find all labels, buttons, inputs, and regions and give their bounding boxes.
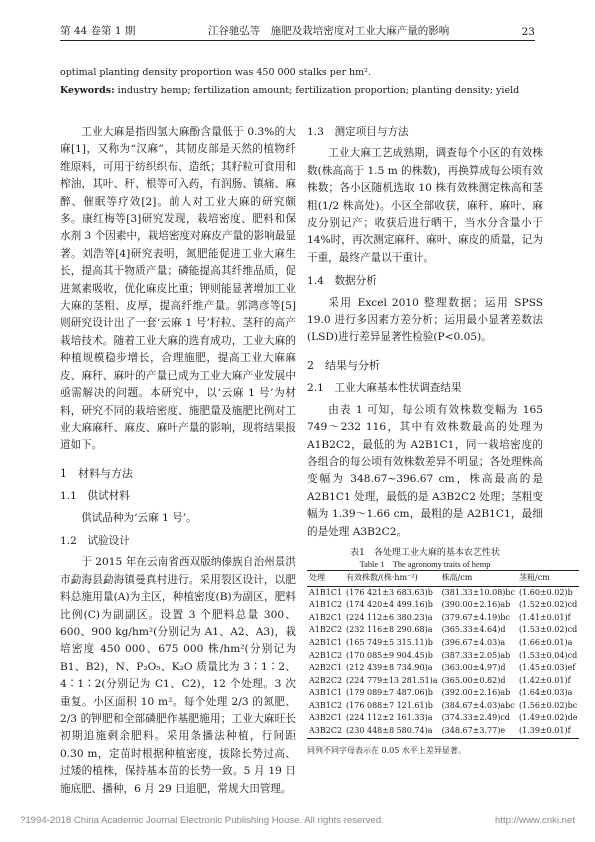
issue-label: 第 44 卷第 1 期 — [60, 25, 136, 37]
page-footer — [20, 815, 575, 826]
table-cell: (1.42±0.01)f — [519, 675, 571, 685]
table-cell: (1.45±0.03)ef — [519, 663, 576, 673]
table-cell: (363.00±4.97)d — [441, 663, 506, 673]
results-paragraph: 由表 1 可知，每公顷有效株数变幅为 165 749～232 116，其中有效株数最高的处理为 A1B2C2，最低的为 A2B1C1，同一栽培密度的各组合的每公顷有效株数差异不明显；各处理株高变幅为 348.67~396.67 cm，株高最高的是 A2B1C1 处理，最低的是 A3B2C2 处理；茎粗变幅为 1.39～1.66 cm，最粗的是 A2B1C1，最细的是处理 A3B2C2。 — [307, 403, 543, 538]
table-body — [307, 586, 579, 738]
table-cell: (396.67±4.03)a — [441, 637, 506, 647]
intro-paragraph: 工业大麻是指四氢大麻酚含量低于 0.3%的大麻[1]，又称为“汉麻”，其韧皮部是天然的植物纤维原料，可用于纺织织布、造纸；其籽粒可食用和榨油，其叶、秆、根等可入药，有润肠、镇痛、麻醉、催眠等疗效[2]。前人对工业大麻的研究颇多。康红梅等[3]研究发现，栽培密度、肥料和保水剂 3 个因素中，栽培密度对麻皮产量的影响最显著。刘浩等[4]研究表明，氮肥能促进工业大麻生长，提高其干物质产量；磷能提高其纤维品质，促进氮素吸收，优化麻皮比重；钾则能显著增加工业大麻的茎粗、皮厚，提高纤维产量。郭鸿彦等[5]则研究设计出了一套‘云麻 1 号’籽粒、茎秆的高产栽培技术。随着工业大麻的选育成功，工业大麻的种植规模稳步增长，合理施肥，提高工业大麻麻皮、麻秆、麻叶的产量已成为工业大麻产业发展中亟需解决的问题。本研究中，以‘云麻 1 号’为材料，研究不同的栽培密度、施肥量及施肥比例对工业大麻麻秆、麻皮、麻叶产量的影响，现将结果报道如下。 — [60, 126, 296, 452]
keywords-text: industry hemp; fertilization amount; fertilization proportion; planting density; yield — [114, 85, 520, 96]
materials-paragraph: 供试品种为‘云麻 1 号’。 — [81, 511, 197, 524]
table-row — [307, 650, 579, 663]
table-caption-cn: 表1 各处理工业大麻的基本农艺性状 — [350, 547, 500, 558]
section-heading-1-2: 1.2 试验设计 — [60, 534, 130, 547]
table-cell: (381.33±10.08)bc — [441, 587, 516, 597]
analysis-paragraph: 采用 Excel 2010 整理数据；运用 SPSS 19.0 进行多因素方差分析；运用最小显著差数法(LSD)进行差异显著性检验(P<0.05)。 — [307, 296, 543, 344]
table-cell: (1.52±0.02)cd — [519, 600, 578, 610]
table-cell: (374.33±2.49)cd — [441, 713, 510, 723]
table-cell: A3B2C2 — [307, 725, 344, 738]
table-cell: A1B1C2 — [309, 600, 343, 610]
table-cell: (170 085±9 904.45)b — [346, 650, 433, 660]
table-cell: (365.00±0.82)d — [441, 675, 506, 685]
abstract-last-line: optimal planting density proportion was 450 000 stalks per hm². — [60, 67, 371, 78]
table-cell: (224 112±2 161.33)a — [346, 713, 433, 723]
table-cell: (1.39±0.01)f — [517, 725, 579, 738]
table-row — [307, 675, 579, 688]
table-cell: (224 112±6 380.23)a — [346, 612, 433, 622]
table-row — [307, 687, 579, 700]
table-cell: A2B1C2 — [309, 650, 343, 660]
running-title: 江谷驰弘等 施肥及栽培密度对工业大麻产量的影响 — [207, 25, 450, 37]
table-cell: (212 439±8 734.90)a — [346, 663, 433, 673]
section-heading-1: 1 材料与方法 — [60, 466, 133, 480]
table-cell: (392.00±2.16)ab — [441, 688, 511, 698]
table-cell: A2B2C1 — [309, 663, 343, 673]
table-row — [307, 662, 579, 675]
page-number: 23 — [521, 26, 535, 38]
section-heading-2-1: 2.1 工业大麻基本性状调查结果 — [307, 382, 462, 395]
table-cell: (1.64±0.03)a — [519, 688, 573, 698]
table-row — [307, 624, 579, 637]
table-cell: (1.60±0.02)b — [519, 587, 573, 597]
table-cell: (1.56±0.02)bc — [519, 700, 578, 710]
table-cell: A1B2C1 — [309, 612, 343, 622]
table-row — [307, 612, 579, 625]
table-cell: (1.53±0.02)cd — [519, 625, 578, 635]
table-cell: A3B1C1 — [309, 688, 343, 698]
table-cell: (348.67±3.77)e — [440, 725, 517, 738]
running-header — [60, 20, 535, 41]
table-note: 同列不同字母表示在 0.05 水平上差异显著。 — [307, 745, 466, 755]
table-header-cell: 有效株数/(株·hm⁻²) — [344, 570, 440, 586]
design-paragraph: 于 2015 年在云南省西双版纳傣族自治州景洪市勐海县勐海镇曼真村进行。采用裂区设计，以肥料总施用量(A)为主区，种植密度(B)为副区，肥料比例(C)为副副区。设置 3 个肥料总量 300、600、900 kg/hm²(分别记为 A1、A2、A3)，栽培密度 450 000、675 000 株/hm²(分别记为 B1、B2)，N、P₂O₅、K₂O 质量比为 3∶1∶2、4∶1∶2(分别记为 C1、C2)，12 个处理。3 次重复。小区面积 10 m²。每个处理 2/3 的氮肥、2/3 的钾肥和全部磷肥作基肥施用；工业大麻旺长初期追施剩余肥料。采用条播法种植，行间距 0.30 m，定苗时根据种植密度，拔除长势过高、过矮的植株，保持基本苗的长势一致。5 月 19 日施底肥、播种，6 月 29 日追肥，常规大田管理。 — [60, 556, 296, 795]
table-cell: (384.67±4.03)abc — [441, 700, 515, 710]
table-row — [307, 637, 579, 650]
table-cell: A1B2C2 — [309, 625, 343, 635]
table-caption-en: Table 1 The agronomy traits of hemp — [359, 559, 491, 569]
table-cell: (176 088±7 121.61)b — [346, 700, 433, 710]
table-1 — [307, 547, 578, 759]
table-row — [307, 712, 579, 725]
table-header-row — [307, 570, 579, 586]
table-row — [307, 700, 579, 713]
abstract-tail — [60, 66, 535, 98]
table-cell: (1.53±0.04)cd — [519, 650, 578, 660]
cnki-link[interactable]: http://www.cnki.net — [495, 815, 575, 826]
table-cell: (1.41±0.01)f — [519, 612, 571, 622]
keywords-line — [60, 84, 535, 98]
table-row — [307, 599, 579, 612]
table-cell: (232 116±8 290.68)a — [346, 625, 433, 635]
table-header-cell: 处理 — [307, 570, 344, 586]
section-heading-1-1: 1.1 供试材料 — [60, 490, 130, 503]
table-cell: A2B1C1 — [309, 637, 343, 647]
measurement-paragraph: 工业大麻工艺成熟期，调查每个小区的有效株数(株高高于 1.5 m 的株数)，再换算成每公顷有效株数；各小区随机选取 10 株有效株测定株高和茎粗(1/2 株高处)。小区全部收获，麻秆、麻叶、麻皮分别记产；收获后进行晒干，当水分含量小于 14%时，再次测定麻秆、麻叶、麻皮的质量，记为干重，最终产量以干重计。 — [307, 147, 543, 264]
table-cell: (165 749±5 315.11)b — [346, 637, 433, 647]
table-cell: A2B2C2 — [309, 675, 343, 685]
section-heading-2: 2 结果与分析 — [307, 358, 380, 372]
table-cell: (176 421±3 683.63)b — [346, 587, 433, 597]
section-heading-1-4: 1.4 数据分析 — [307, 275, 377, 288]
table-cell: (230 448±8 580.74)a — [344, 725, 440, 738]
table-cell: (379.67±4.19)bc — [441, 612, 510, 622]
table-cell: (1.49±0.02)de — [519, 713, 578, 723]
table-cell: A3B2C1 — [309, 713, 343, 723]
table-cell: (365.33±4.64)d — [441, 625, 506, 635]
table-cell: A1B1C1 — [309, 587, 343, 597]
table-row — [307, 586, 579, 599]
table-cell: A3B1C2 — [309, 700, 343, 710]
copyright-text: ?1994-2018 China Academic Journal Electronic Publishing House. All rights reserved. — [20, 815, 384, 826]
table-cell: (174 420±4 499.16)b — [346, 600, 433, 610]
table-cell: (387.33±2.05)ab — [441, 650, 511, 660]
table-cell: (390.00±2.16)ab — [441, 600, 511, 610]
left-column — [60, 124, 296, 798]
table-header-cell: 株高/cm — [440, 570, 517, 586]
table-header-cell: 茎粗/cm — [517, 570, 579, 586]
table-cell: (179 089±7 487.06)b — [346, 688, 433, 698]
table-cell: (224 779±13 281.51)a — [346, 675, 438, 685]
table-row — [307, 725, 579, 738]
agronomy-table — [307, 570, 579, 739]
section-heading-1-3: 1.3 测定项目与方法 — [307, 126, 409, 138]
table-cell: (1.66±0.01)a — [519, 637, 573, 647]
right-column — [307, 124, 578, 759]
keywords-label: Keywords: — [60, 85, 115, 96]
